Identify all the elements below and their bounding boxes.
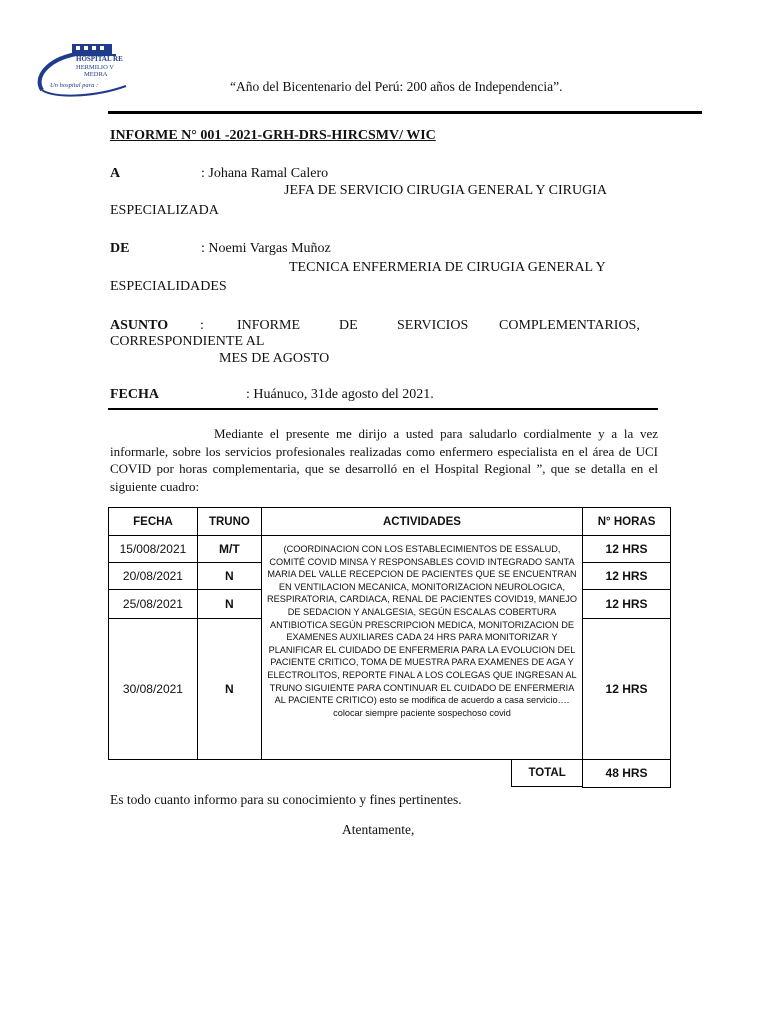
subject-word4: COMPLEMENTARIOS, [499,318,640,333]
logo-tagline: Un hospital para : [50,82,99,89]
table-row [109,536,671,563]
row-fecha: 15/008/2021 [109,536,198,563]
header-fecha: FECHA [109,508,198,536]
header-turno: TRUNO [197,508,261,536]
row-horas: 12 HRS [583,590,671,619]
subject-colon: : [200,318,204,333]
row-fecha: 30/08/2021 [109,619,198,760]
to-role-line2: ESPECIALIZADA [110,203,219,218]
signoff: Atentamente, [342,822,415,837]
row-turno: N [197,563,261,590]
from-label: DE [110,241,130,256]
hospital-logo-graphic [32,42,132,100]
row-horas: 12 HRS [583,619,671,760]
body-paragraph [110,425,658,495]
to-label: A [110,166,121,181]
subject-line2: CORRESPONDIENTE AL [110,334,265,349]
activities-cell [261,536,582,760]
report-title: INFORME N° 001 -2021-GRH-DRS-HIRCSMV/ WIC [110,128,436,143]
header-actividades: ACTIVIDADES [261,508,582,536]
date-value: : Huánuco, 31de agosto del 2021. [246,387,434,402]
activities-table [108,507,671,788]
from-name: : Noemi Vargas Muñoz [201,241,331,256]
row-fecha: 20/08/2021 [109,563,198,590]
from-role-line2: ESPECIALIDADES [110,279,227,294]
subject-word2: DE [339,318,358,333]
logo-line3: MEDRA [84,71,108,78]
row-turno: N [197,619,261,760]
header-horas: N° HORAS [583,508,671,536]
logo-line1: HOSPITAL RE [76,55,123,63]
header-motto: “Año del Bicentenario del Perú: 200 años de Independencia”. [230,79,563,94]
total-label: TOTAL [511,759,583,787]
body-paragraph-text: Mediante el presente me dirijo a usted para saludarlo cordialmente y a la vez informarle, sobre los servicios profesionales realizadas como enfermero especialista en el área de UCI COVID por horas complementaria, que se desarrolló en el Hospital Regional ”, que se detalla en el siguiente cuadro: [110,426,658,494]
row-fecha: 25/08/2021 [109,590,198,619]
row-turno: M/T [197,536,261,563]
activities-text: (COORDINACION CON LOS ESTABLECIMIENTOS DE ESSALUD, COMITÉ COVID MINSA Y RESPONSABLES COVID INTEGRADO SANTA MARIA DEL VALLE RECEPCION DE PACIENTES QUE SE ENCUENTRAN EN VENTILACION MECANICA, MONITORIZACION NEUROLOGICA, RESPIRATORIA, CARDIACA, RENAL DE PACIENTES COVID19, MANEJO DE SEDACION Y ANALGESIA, SEGÚN ESCALAS COBERTURA ANTIBIOTICA SEGÚN PRESCRIPCION MEDICA, MONITORIZACION DE EXAMENES AUXILIARES CADA 24 HRS PARA MONITORIZAR Y PLANIFICAR EL CUIDADO DE ENFERMERIA PARA LA EVOLUCION DEL PACIENTE CRITICO, TOMA DE MUESTRA PARA EXAMENES DE AGA Y ELECTROLITOS, REPORTE FINAL A LOS COLEGAS QUE INGRESAN AL TRUNO SIGUIENTE PARA CONTINUAR EL CUIDADO DE ENFERMERIA AL PACIENTE CRITICO) [266,544,578,706]
row-horas: 12 HRS [583,563,671,590]
closing-line: Es todo cuanto informo para su conocimiento y fines pertinentes. [110,792,462,807]
from-role-line1: TECNICA ENFERMERIA DE CIRUGIA GENERAL Y [289,260,606,275]
date-divider [108,408,658,410]
subject-line3: MES DE AGOSTO [219,351,330,366]
activities-tail: esto se modifica de acuerdo a casa servicio…. colocar siempre paciente sospechoso covid [333,695,570,718]
table-total-row [109,760,671,788]
row-turno: N [197,590,261,619]
subject-word1: INFORME [237,318,301,333]
header-divider [108,111,702,114]
logo-line2: HERMILIO V [76,64,114,71]
total-value: 48 HRS [583,760,671,788]
to-name: : Johana Ramal Calero [201,166,329,181]
to-role-line1: JEFA DE SERVICIO CIRUGIA GENERAL Y CIRUGIA [284,183,607,198]
row-horas: 12 HRS [583,536,671,563]
subject-word3: SERVICIOS [397,318,469,333]
subject-label: ASUNTO [110,318,169,333]
hospital-logo [32,42,132,100]
table-header-row [109,508,671,536]
date-label: FECHA [110,387,159,402]
